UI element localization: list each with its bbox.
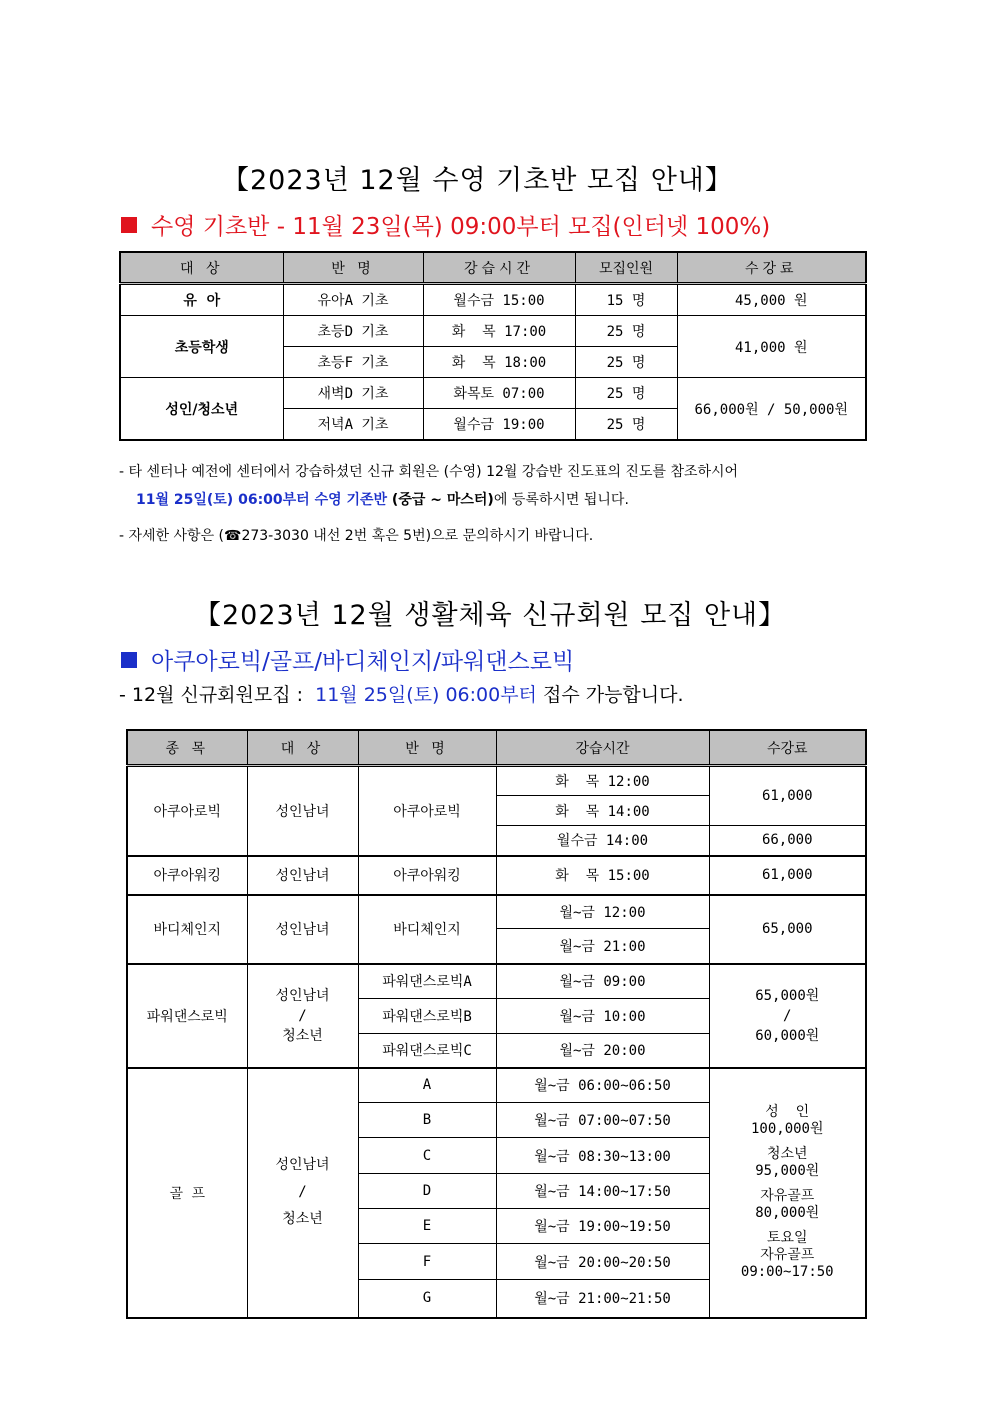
class-cell: 아쿠아로빅 [358,766,496,856]
fee-line: 80,000원 [755,1205,820,1221]
fee-line: 토요일 [766,1230,808,1246]
col-header-fee: 수강료 [677,252,866,284]
table-row [127,895,866,929]
class-cell: 파워댄스로빅B [358,999,496,1034]
count-cell: 25 명 [575,409,677,441]
fee-line: 100,000원 [750,1121,824,1137]
fee-cell: 45,000 원 [677,284,866,316]
count-cell: 25 명 [575,347,677,378]
target-cell: 성인/청소년 [120,378,283,441]
col-header-class: 반 명 [358,730,496,766]
class-cell: C [358,1138,496,1174]
fee-line: 09:00~17:50 [740,1264,834,1280]
count-cell: 25 명 [575,378,677,409]
time-cell: 월~금 12:00 [496,895,709,929]
class-cell: G [358,1280,496,1318]
target-line: 성인남녀 [275,987,330,1004]
class-cell: 유아A 기초 [283,284,423,316]
fee-cell: 41,000 원 [677,316,866,378]
fee-line: 성 인 [765,1104,810,1120]
target-line: 성인남녀 [275,1157,330,1173]
swim-table [119,251,867,441]
target-line: 청소년 [282,1211,323,1227]
target-cell: 성인남녀 [247,895,358,964]
class-cell: F [358,1244,496,1280]
col-header-class: 반 명 [283,252,423,284]
time-cell: 월~금 09:00 [496,964,709,999]
blue-square-icon [121,652,137,668]
class-cell: 파워댄스로빅A [358,964,496,999]
class-cell: 초등F 기초 [283,347,423,378]
sports-table [126,729,867,1319]
fee-line: 자유골프 [760,1247,815,1263]
swim-subhead [121,208,770,241]
target-line: / [298,1184,307,1200]
class-cell: B [358,1103,496,1138]
time-cell: 월~금 06:00~06:50 [496,1068,709,1103]
fee-line: / [783,1007,792,1024]
swim-note-date: 11월 25일(토) 06:00부터 수영 기존반 [136,492,388,508]
time-cell: 월~금 21:00~21:50 [496,1280,709,1318]
time-cell: 월~금 07:00~07:50 [496,1103,709,1138]
swim-title: 【2023년 12월 수영 기초반 모집 안내】 [222,165,733,196]
fee-cell: 66,000원 / 50,000원 [677,378,866,441]
swim-note-1-cont [136,489,629,509]
swim-subhead-text: 수영 기초반 - 11월 23일(목) 09:00부터 모집(인터넷 100%) [151,214,771,240]
target-cell [247,964,358,1068]
swim-note-level: (중급 ~ 마스터) [387,492,494,508]
time-cell: 월수금 15:00 [423,284,575,316]
table-row [120,378,866,409]
sports-header-row [127,730,866,766]
sports-subhead-text: 아쿠아로빅/골프/바디체인지/파워댄스로빅 [151,649,575,675]
sports-title: 【2023년 12월 생활체육 신규회원 모집 안내】 [194,600,787,631]
fee-line: 청소년 [766,1146,808,1162]
time-cell: 화 목 14:00 [496,796,709,826]
table-row [127,856,866,895]
col-header-time: 강습시간 [496,730,709,766]
fee-line: 95,000원 [755,1163,820,1179]
sports-info [119,680,684,707]
time-cell: 화 목 17:00 [423,316,575,347]
sport-cell: 바디체인지 [127,895,247,964]
time-cell: 화 목 12:00 [496,766,709,796]
swim-note-rest: 에 등록하시면 됩니다. [493,492,629,508]
col-header-target: 대 상 [120,252,283,284]
red-square-icon [121,217,137,233]
target-line: 청소년 [282,1027,323,1044]
time-cell: 월~금 20:00 [496,1034,709,1068]
class-cell: D [358,1174,496,1209]
sports-info-date: 11월 25일(토) 06:00부터 [315,684,537,706]
swim-note-1: - 타 센터나 예전에 센터에서 강습하셨던 신규 회원은 (수영) 12월 강습반 진도표의 진도를 참조하시어 [119,464,739,480]
time-cell: 월~금 08:30~13:00 [496,1138,709,1174]
class-cell: E [358,1209,496,1244]
col-header-count: 모집인원 [575,252,677,284]
col-header-target: 대 상 [247,730,358,766]
count-cell: 25 명 [575,316,677,347]
target-cell: 유 아 [120,284,283,316]
fee-cell [709,1068,866,1318]
fee-cell [709,964,866,1068]
target-line: / [298,1007,307,1024]
fee-cell: 61,000 [709,766,866,826]
class-cell: 새벽D 기초 [283,378,423,409]
sport-cell: 아쿠아로빅 [127,766,247,856]
time-cell: 월수금 14:00 [496,826,709,856]
target-cell: 성인남녀 [247,856,358,895]
fee-cell: 66,000 [709,826,866,856]
fee-cell: 61,000 [709,856,866,895]
swim-header-row [120,252,866,284]
fee-line: 자유골프 [760,1188,815,1204]
sport-cell: 골 프 [127,1068,247,1318]
target-cell [247,1068,358,1318]
sport-cell: 아쿠아워킹 [127,856,247,895]
class-cell: 파워댄스로빅C [358,1034,496,1068]
class-cell: 바디체인지 [358,895,496,964]
time-cell: 화 목 15:00 [496,856,709,895]
class-cell: A [358,1068,496,1103]
target-cell: 초등학생 [120,316,283,378]
swim-note-2: - 자세한 사항은 (☎273-3030 내선 2번 혹은 5번)으로 문의하시기 바랍니다. [119,528,594,544]
sports-info-suffix: 접수 가능합니다. [536,684,684,706]
col-header-sport: 종 목 [127,730,247,766]
sport-cell: 파워댄스로빅 [127,964,247,1068]
table-row [120,316,866,347]
target-cell: 성인남녀 [247,766,358,856]
time-cell: 월~금 10:00 [496,999,709,1034]
time-cell: 화목토 07:00 [423,378,575,409]
time-cell: 월수금 19:00 [423,409,575,441]
fee-cell: 65,000 [709,895,866,964]
col-header-time: 강습시간 [423,252,575,284]
time-cell: 월~금 14:00~17:50 [496,1174,709,1209]
table-row [127,964,866,999]
class-cell: 저녁A 기초 [283,409,423,441]
count-cell: 15 명 [575,284,677,316]
time-cell: 화 목 18:00 [423,347,575,378]
sports-info-prefix: - 12월 신규회원모집 : [119,684,316,706]
table-row [127,766,866,796]
col-header-fee: 수강료 [709,730,866,766]
time-cell: 월~금 21:00 [496,929,709,964]
sports-subhead [121,643,574,676]
time-cell: 월~금 20:00~20:50 [496,1244,709,1280]
table-row [120,284,866,316]
time-cell: 월~금 19:00~19:50 [496,1209,709,1244]
table-row [127,1068,866,1103]
class-cell: 초등D 기초 [283,316,423,347]
fee-line: 65,000원 [755,987,820,1004]
fee-line: 60,000원 [755,1027,820,1044]
class-cell: 아쿠아워킹 [358,856,496,895]
